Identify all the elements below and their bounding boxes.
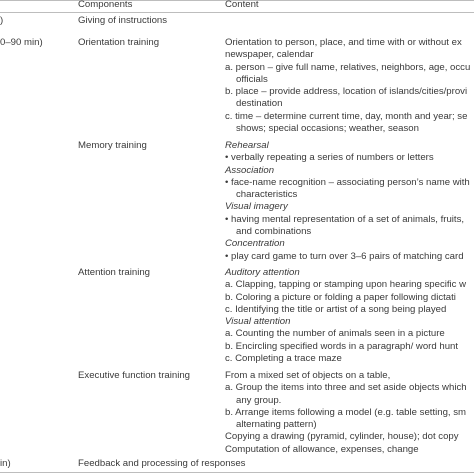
- closing-session: in): [0, 458, 11, 469]
- memory-content: [225, 140, 470, 263]
- memory-subheading: Association: [225, 164, 275, 176]
- orientation-line: officials: [236, 73, 268, 85]
- executive-line: alternating pattern): [236, 419, 317, 431]
- executive-line: Computation of allowance, expenses, change: [225, 443, 419, 455]
- orientation-line: Orientation to person, place, and time with or without ex: [225, 37, 462, 48]
- closing-component: Feedback and processing of responses: [78, 458, 246, 469]
- memory-subheading: Rehearsal: [225, 140, 269, 151]
- orientation-line: destination: [236, 98, 283, 110]
- intro-component: Giving of instructions: [78, 15, 168, 26]
- executive-line: Copying a drawing (pyramid, cylinder, house); dot copy: [225, 431, 459, 443]
- memory-line: characteristics: [236, 189, 298, 201]
- orientation-component: Orientation training: [78, 37, 160, 48]
- memory-line: and combinations: [236, 226, 312, 238]
- main-session: 0–90 min): [0, 37, 43, 48]
- executive-line: b. Arrange items following a model (e.g. table setting, sm: [225, 406, 467, 418]
- orientation-line: a. person – give full name, relatives, neighbors, age, occu: [225, 61, 471, 73]
- attention-line: b. Coloring a picture or folding a paper following dictati: [225, 291, 456, 303]
- attention-line: c. Completing a trace maze: [225, 353, 342, 365]
- executive-component: Executive function training: [78, 370, 190, 381]
- memory-subheading: Visual imagery: [225, 201, 288, 213]
- attention-content: [225, 267, 466, 365]
- memory-subheading: Concentration: [225, 238, 285, 250]
- memory-component: Memory training: [78, 140, 147, 151]
- attention-line: c. Identifying the title or artist of a song being played: [225, 303, 447, 315]
- table-bottom-rule: [0, 472, 474, 473]
- executive-line: a. Group the items into three and set aside objects which: [225, 382, 467, 394]
- attention-subheading: Auditory attention: [225, 267, 300, 278]
- executive-line: From a mixed set of objects on a table,: [225, 370, 391, 381]
- orientation-line: c. time – determine current time, day, month and year; se: [225, 110, 468, 122]
- executive-line: any group.: [236, 394, 282, 406]
- attention-subheading: Visual attention: [225, 316, 291, 328]
- orientation-content: [225, 37, 470, 135]
- attention-line: a. Counting the number of animals seen in a picture: [225, 328, 445, 340]
- attention-line: a. Clapping, tapping or stamping upon hearing specific w: [225, 279, 467, 291]
- attention-component: Attention training: [78, 267, 150, 278]
- orientation-line: shows; special occasions; weather, season: [236, 123, 419, 135]
- executive-content: [225, 370, 467, 456]
- attention-line: b. Encircling specified words in a paragraph/ word hunt: [225, 340, 459, 352]
- memory-line: • verbally repeating a series of numbers or letters: [225, 152, 434, 164]
- header-content: Content: [225, 0, 259, 10]
- header-rule: [0, 12, 474, 13]
- orientation-line: newspaper, calendar: [225, 49, 314, 61]
- memory-line: • play card game to turn over 3–6 pairs of matching card: [225, 250, 464, 262]
- memory-line: • having mental representation of a set of animals, fruits,: [225, 213, 465, 225]
- orientation-line: b. place – provide address, location of islands/cities/provi: [225, 86, 468, 98]
- memory-line: • face-name recognition – associating person’s name with: [225, 176, 470, 188]
- header-components: Components: [78, 0, 133, 10]
- intro-session: ): [0, 15, 4, 26]
